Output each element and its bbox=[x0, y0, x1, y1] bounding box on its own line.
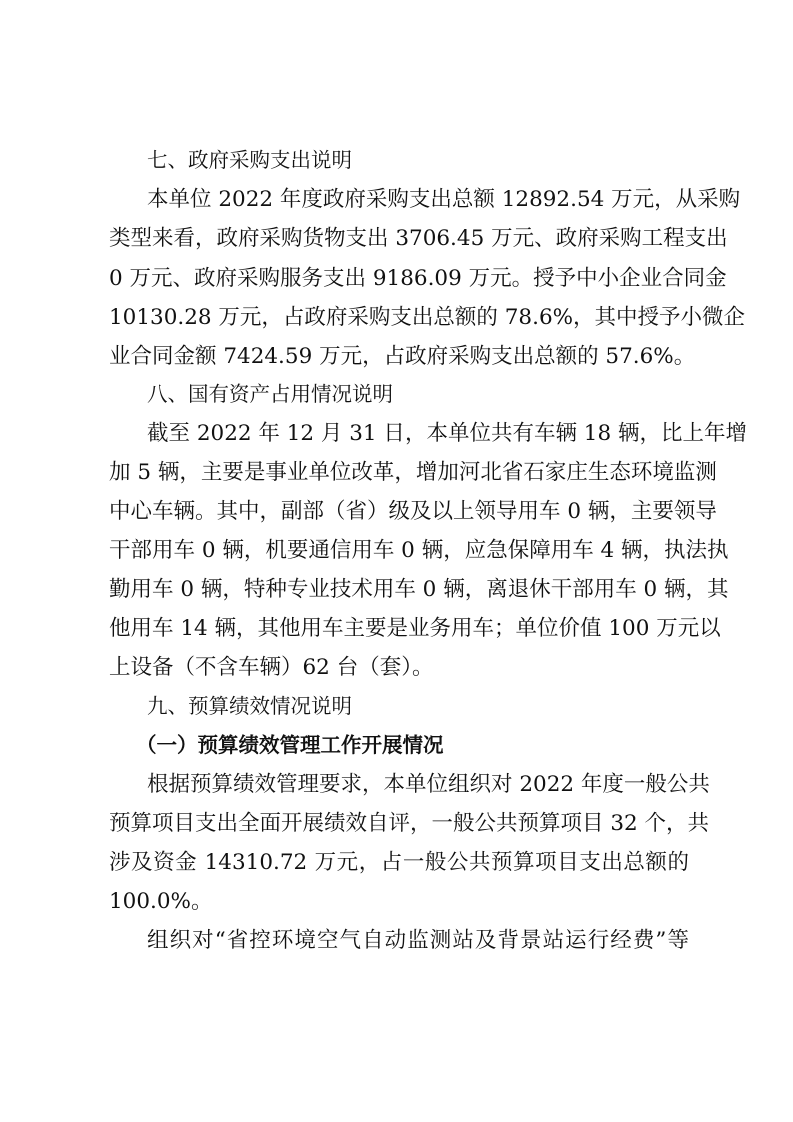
subsection-heading: （一）预算绩效管理工作开展情况 bbox=[136, 733, 444, 757]
paragraph-line: 本单位 2022 年度政府采购支出总额 12892.54 万元，从采购 bbox=[147, 187, 741, 212]
paragraph-line: 干部用车 0 辆，机要通信用车 0 辆，应急保障用车 4 辆，执法执 bbox=[109, 538, 729, 563]
section-heading-procurement: 七、政府采购支出说明 bbox=[147, 148, 352, 172]
paragraph-line: 预算项目支出全面开展绩效自评，一般公共预算项目 32 个，共 bbox=[109, 811, 710, 836]
paragraph-line: 100.0%。 bbox=[109, 889, 213, 914]
paragraph-line: 0 万元、政府采购服务支出 9186.09 万元。授予中小企业合同金 bbox=[109, 266, 727, 291]
paragraph-line: 中心车辆。其中，副部（省）级及以上领导用车 0 辆，主要领导 bbox=[109, 499, 717, 524]
paragraph-line: 涉及资金 14310.72 万元，占一般公共预算项目支出总额的 bbox=[109, 850, 689, 875]
section-heading-performance: 九、预算绩效情况说明 bbox=[147, 694, 352, 718]
paragraph-line: 10130.28 万元，占政府采购支出总额的 78.6%，其中授予小微企 bbox=[109, 305, 746, 330]
section-heading-assets: 八、国有资产占用情况说明 bbox=[147, 382, 393, 406]
paragraph-line: 类型来看，政府采购货物支出 3706.45 万元、政府采购工程支出 bbox=[109, 226, 728, 251]
paragraph-line: 业合同金额 7424.59 万元，占政府采购支出总额的 57.6%。 bbox=[109, 344, 696, 369]
paragraph-line: 他用车 14 辆，其他用车主要是业务用车；单位价值 100 万元以 bbox=[109, 616, 721, 641]
paragraph-line: 截至 2022 年 12 月 31 日，本单位共有车辆 18 辆，比上年增 bbox=[147, 421, 747, 446]
paragraph-line: 加 5 辆，主要是事业单位改革，增加河北省石家庄生态环境监测 bbox=[109, 460, 717, 485]
paragraph-line: 上设备（不含车辆）62 台（套）。 bbox=[109, 655, 434, 680]
paragraph-line: 勤用车 0 辆，特种专业技术用车 0 辆，离退休干部用车 0 辆，其 bbox=[109, 577, 729, 602]
paragraph-line: 根据预算绩效管理要求，本单位组织对 2022 年度一般公共 bbox=[147, 772, 710, 797]
paragraph-line: 组织对“省控环境空气自动监测站及背景站运行经费”等 bbox=[147, 928, 689, 953]
